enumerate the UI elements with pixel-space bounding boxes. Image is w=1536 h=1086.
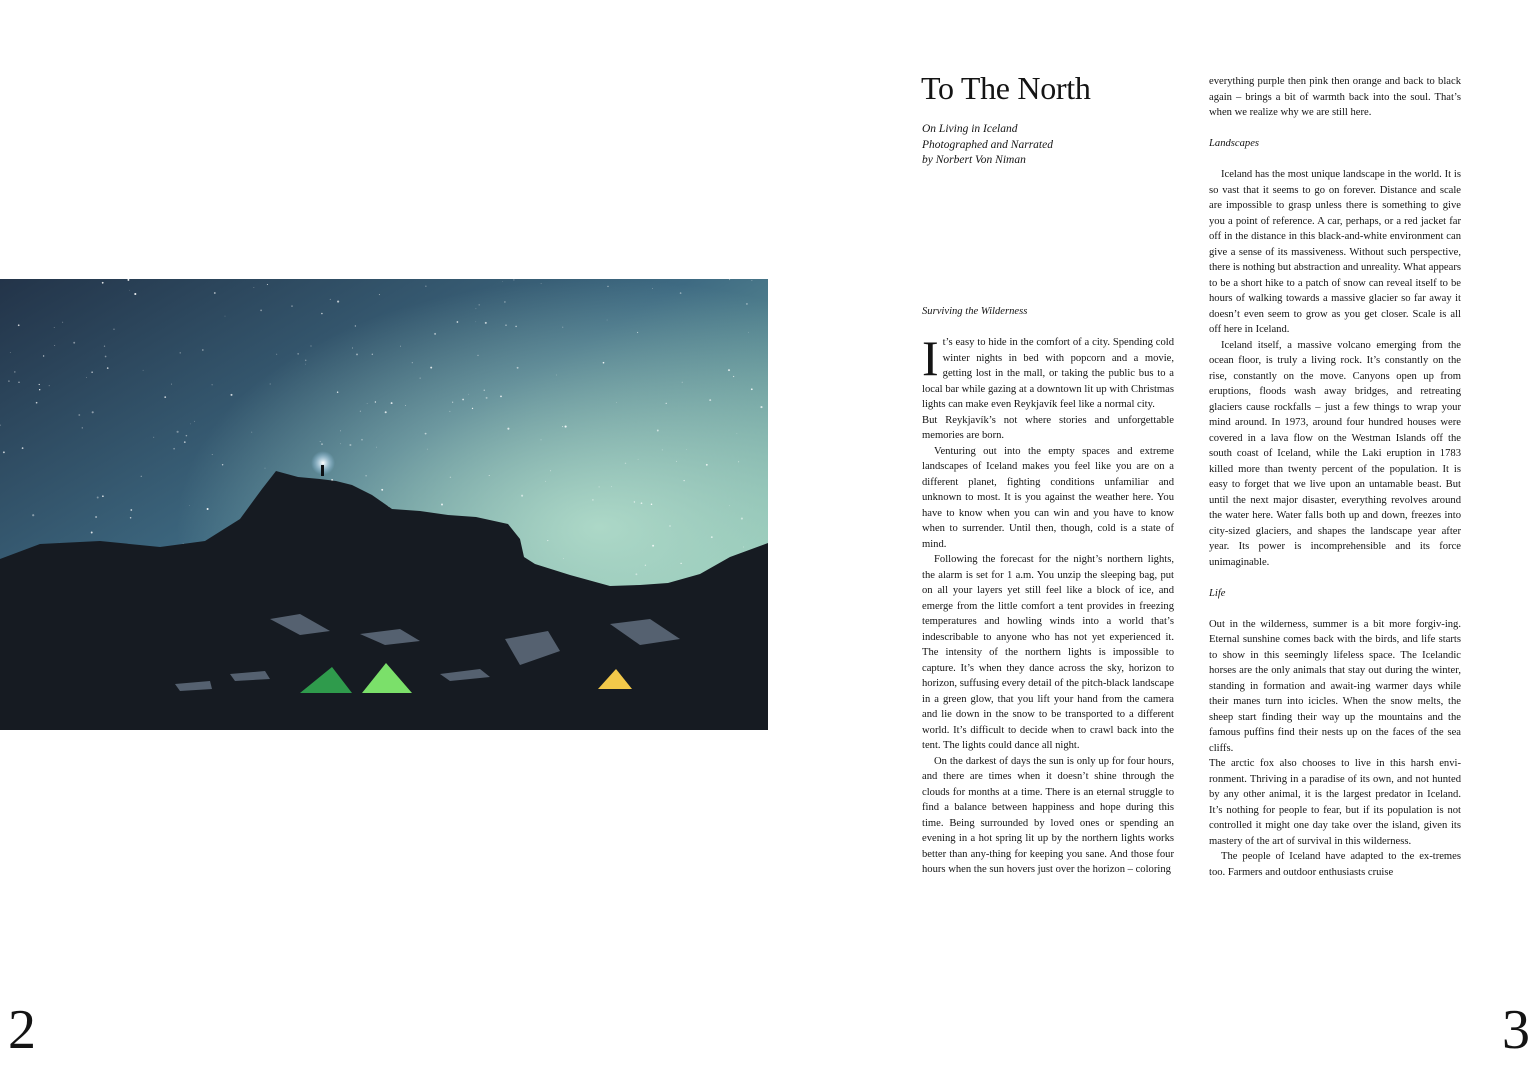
star [291, 305, 292, 306]
subtitle-line: by Norbert Von Niman [922, 154, 1026, 167]
star [43, 355, 44, 356]
star [36, 402, 38, 404]
star [130, 517, 132, 519]
page-number-left: 2 [8, 999, 36, 1061]
star [310, 345, 311, 346]
star [190, 424, 191, 425]
star [337, 301, 339, 303]
star [127, 279, 129, 281]
section-heading-life: Life [1209, 587, 1226, 599]
star [738, 461, 739, 462]
star [186, 435, 188, 437]
star [513, 279, 514, 280]
star [651, 504, 653, 506]
star [337, 391, 338, 392]
paragraph: Out in the wilderness, summer is a bit more forgiv-ing. Eternal sunshine comes back with the birds, and life starts to show in this seemingly lifeless space. The Icelandic horses are the only animals that stay out during the winter, standing in formation and await-ing warmer days while their manes turn into icicles. When the snow melts, the sheep start finding their way up the mountains and the famous puffins find their nests up on the faces of the sea cliffs. [1209, 618, 1461, 754]
star [468, 394, 469, 395]
paragraph: The arctic fox also chooses to live in this harsh envi-ronment. Thriving in a paradise of its own, and not hunted by any other animal, it is the largest predator in Iceland. It’s nothing for people to fear, but if its population is not controlled it might one day take over the island, given its mastery of the art of survival in this wilderness. [1209, 758, 1461, 847]
star [62, 322, 63, 323]
star [92, 411, 94, 413]
star [330, 299, 331, 300]
star [49, 385, 50, 386]
star [652, 288, 653, 289]
paragraph: Iceland has the most unique landscape in the world. It is so vast that it seems to go on forever. Distance and scale are impossible to grasp unless there is something to give you a point of reference. A car, perhaps, or a red jacket far off in the distance in this black-and-white environment can give a sense of its massiveness. Without such perspective, there is nothing but abstraction and unreality. What appears to be a short hike to a patch of snow can reveal itself to be hours of walking towards a massive glacier so far away it doesn’t even seem to grow as you get closer. Scale is all off here in Iceland. [1209, 169, 1461, 335]
paragraph: Venturing out into the empty spaces and extreme landscapes of Iceland makes you feel like you are on a different planet, fighting conditions unfamiliar and unknown to most. It is you against the weather here. You have to know when you can win and you have to know when to surrender. Until then, though, cold is a state of mind. [922, 445, 1174, 550]
star [484, 390, 485, 391]
star [8, 380, 10, 382]
star [164, 396, 166, 398]
star [563, 558, 564, 559]
star [425, 286, 426, 287]
star [10, 352, 11, 353]
star [475, 321, 476, 322]
star [270, 384, 271, 385]
star [194, 421, 195, 422]
star [349, 444, 351, 446]
star [355, 325, 356, 326]
star [547, 540, 548, 541]
star [737, 433, 738, 434]
star [452, 402, 453, 403]
star [361, 439, 363, 441]
star [254, 287, 255, 288]
article-subtitle [922, 122, 1053, 169]
star [129, 290, 130, 291]
star [102, 495, 104, 497]
star [729, 505, 730, 506]
star [340, 443, 341, 444]
star [680, 563, 681, 564]
star [320, 441, 321, 442]
paragraph: everything purple then pink then orange and back to black again – brings a bit of warmth back into the soul. That’s when we realize why we are still here. [1209, 76, 1461, 118]
star [728, 369, 730, 371]
star [141, 476, 142, 477]
star [412, 362, 413, 363]
star [130, 509, 132, 511]
star [607, 320, 608, 321]
star [645, 565, 646, 566]
star [489, 475, 490, 476]
star [521, 495, 523, 497]
star [276, 354, 277, 355]
star [686, 449, 687, 450]
star [733, 376, 734, 377]
paragraph: On the darkest of days the sun is only up for four hours, and there are times when it doesn’t shine through the clouds for months at a time. There is an eternal struggle to find a balance between happiness and hope during this time. Being surrounded by loved ones or spending an evening in a hot spring lit up by the northern lights works better than any-thing for keeping you sane. And those four hours when the sun hovers just over the horizon – coloring [922, 755, 1174, 875]
star [682, 382, 683, 383]
star [752, 280, 753, 281]
star [616, 402, 617, 403]
star [638, 459, 639, 460]
star [711, 536, 713, 538]
paragraph: Following the forecast for the night’s northern lights, the alarm is set for 1 a.m. You unzip the sleeping bag, put on all your layers yet still feel like a block of ice, and emerge from the little comfort a tent provides in freezing temperatures and howling winds into a world that’s indescribable to anyone who has not yet experienced it. The intensity of the northern lights is impossible to capture. It’s when they dance across the sky, horizon to horizon, suffusing every detail of the pitch-black landscape in a green glow, that you lift your hand from the camera and lie down in the snow to be transported to a different world. It’s difficult to decide when to crawl back into the tent. The lights could dance all night. [922, 554, 1174, 751]
paragraph: Iceland itself, a massive volcano emerging from the ocean floor, is truly a living rock. It’s constantly on the rise, constantly on the move. Canyons open up from eruptions, floods wash away bridges, and retreating glaciers cause rockfalls – just a few things to wrap your mind around. In 1973, around four hundred houses were covered in a lava flow on the Westman Islands off the south coast of Iceland, while the Laki eruption in 1783 killed more than twenty percent of the population. It is easy to forget that we live upon an untamable beast. But until the next major disaster, everything revolves around the water here. Water falls both up and down, freezes into city-sized glaciers, and shapes the landscape year after year. Its power is incomprehensible and its force unimaginable. [1209, 339, 1461, 568]
star [450, 477, 451, 478]
star [485, 322, 487, 324]
star [550, 470, 551, 471]
article-title: To The North [921, 70, 1091, 106]
star [86, 377, 87, 378]
star [260, 310, 262, 312]
star [202, 349, 204, 351]
star [517, 367, 519, 369]
star [476, 308, 477, 309]
star [143, 370, 144, 371]
star [505, 324, 507, 326]
star [427, 449, 428, 450]
star [515, 326, 517, 328]
star [420, 378, 421, 379]
star [91, 532, 93, 534]
star [153, 437, 154, 438]
star [641, 502, 643, 504]
star [102, 282, 104, 284]
star [298, 353, 299, 354]
star [592, 499, 594, 501]
star [14, 371, 16, 373]
star [225, 316, 226, 317]
star [562, 426, 563, 427]
star [457, 321, 459, 323]
star [472, 408, 473, 409]
star [305, 360, 307, 362]
star [680, 292, 682, 294]
star [189, 505, 190, 506]
star [607, 286, 608, 287]
star [599, 486, 600, 487]
star [634, 501, 635, 502]
star [372, 354, 373, 355]
star [18, 324, 20, 326]
star [741, 518, 743, 520]
star [367, 403, 368, 404]
star [375, 401, 376, 402]
star [39, 384, 40, 385]
star [562, 327, 563, 328]
star [479, 304, 480, 305]
star [603, 362, 605, 364]
star [541, 440, 542, 441]
star [376, 447, 377, 448]
star [356, 353, 358, 355]
star [391, 402, 393, 404]
star [430, 367, 432, 369]
star [441, 503, 443, 505]
star [91, 372, 92, 373]
star [381, 489, 383, 491]
star [352, 348, 353, 349]
drop-cap: I [922, 330, 939, 386]
star [18, 381, 20, 383]
star [637, 332, 638, 333]
star [230, 394, 232, 396]
star [500, 396, 502, 398]
star [657, 430, 659, 432]
star [360, 411, 361, 412]
text-column-1 [922, 304, 1174, 878]
star [222, 464, 223, 465]
star [54, 327, 55, 328]
star [507, 428, 509, 430]
star [684, 480, 685, 481]
star [251, 432, 252, 433]
section-heading-surviving: Surviving the Wilderness [922, 306, 1028, 317]
star [706, 464, 708, 466]
paragraph-text: t’s easy to hide in the comfort of a city. Spending cold winter nights in bed with popcorn and a movie, getting lost in the mall, or taking the public bus to a local bar while gazing at a downtown lit up with Christmas lights can make even Reykjavík feel like a normal city. [922, 337, 1174, 410]
person-silhouette [321, 465, 324, 476]
star [652, 545, 654, 547]
star [104, 346, 105, 347]
star [743, 547, 744, 548]
star [177, 431, 179, 433]
star [54, 345, 55, 346]
star [545, 481, 546, 482]
star [405, 405, 406, 406]
star [400, 346, 401, 347]
star [450, 411, 451, 412]
star [32, 514, 34, 516]
star [78, 414, 80, 416]
star [207, 508, 209, 510]
star [107, 367, 109, 369]
star [625, 463, 626, 464]
star [486, 397, 488, 399]
star [73, 342, 75, 344]
star [267, 284, 268, 285]
star [669, 525, 670, 526]
star [666, 403, 667, 404]
star [662, 449, 663, 450]
night-sky-mountain-tents-photo [0, 279, 768, 730]
star [340, 431, 341, 432]
star [635, 573, 637, 575]
paragraph [922, 330, 1174, 413]
star [504, 301, 505, 302]
star [729, 279, 730, 280]
star [265, 468, 266, 469]
star [305, 364, 306, 365]
text-column-2 [1209, 74, 1461, 880]
paragraph: The people of Iceland have adapted to the ex-tremes too. Farmers and outdoor enthusiasts cruise [1209, 851, 1461, 878]
star [541, 283, 542, 284]
star [434, 333, 436, 335]
star [748, 332, 749, 333]
star [95, 516, 97, 518]
star [709, 399, 711, 401]
star [212, 454, 213, 455]
star [676, 461, 677, 462]
star [173, 448, 175, 450]
star [134, 293, 136, 295]
star [502, 281, 503, 282]
star [477, 355, 478, 356]
star [379, 294, 380, 295]
star [3, 451, 5, 453]
star [760, 406, 762, 408]
star [321, 443, 323, 445]
star [113, 329, 114, 330]
star [82, 427, 83, 428]
star [365, 475, 366, 476]
star [751, 388, 753, 390]
page-number-right: 3 [1502, 999, 1530, 1061]
star [39, 389, 40, 390]
star [171, 384, 172, 385]
subtitle-line: Photographed and Narrated [922, 138, 1053, 151]
star [611, 486, 612, 487]
star [212, 384, 213, 385]
star [105, 356, 107, 358]
star [462, 399, 464, 401]
star [385, 411, 387, 413]
hero-photo [0, 279, 768, 730]
star [97, 497, 99, 499]
star [425, 433, 427, 435]
subtitle-line: On Living in Iceland [922, 123, 1018, 135]
star [321, 313, 323, 315]
star [214, 292, 216, 294]
paragraph: But Reykjavík’s not where stories and unforgettable memories are born. [922, 414, 1174, 441]
star [565, 426, 567, 428]
star [180, 352, 181, 353]
section-heading-landscapes: Landscapes [1209, 138, 1260, 149]
star [556, 375, 557, 376]
star [746, 303, 748, 305]
star [184, 441, 186, 443]
star [22, 447, 24, 449]
